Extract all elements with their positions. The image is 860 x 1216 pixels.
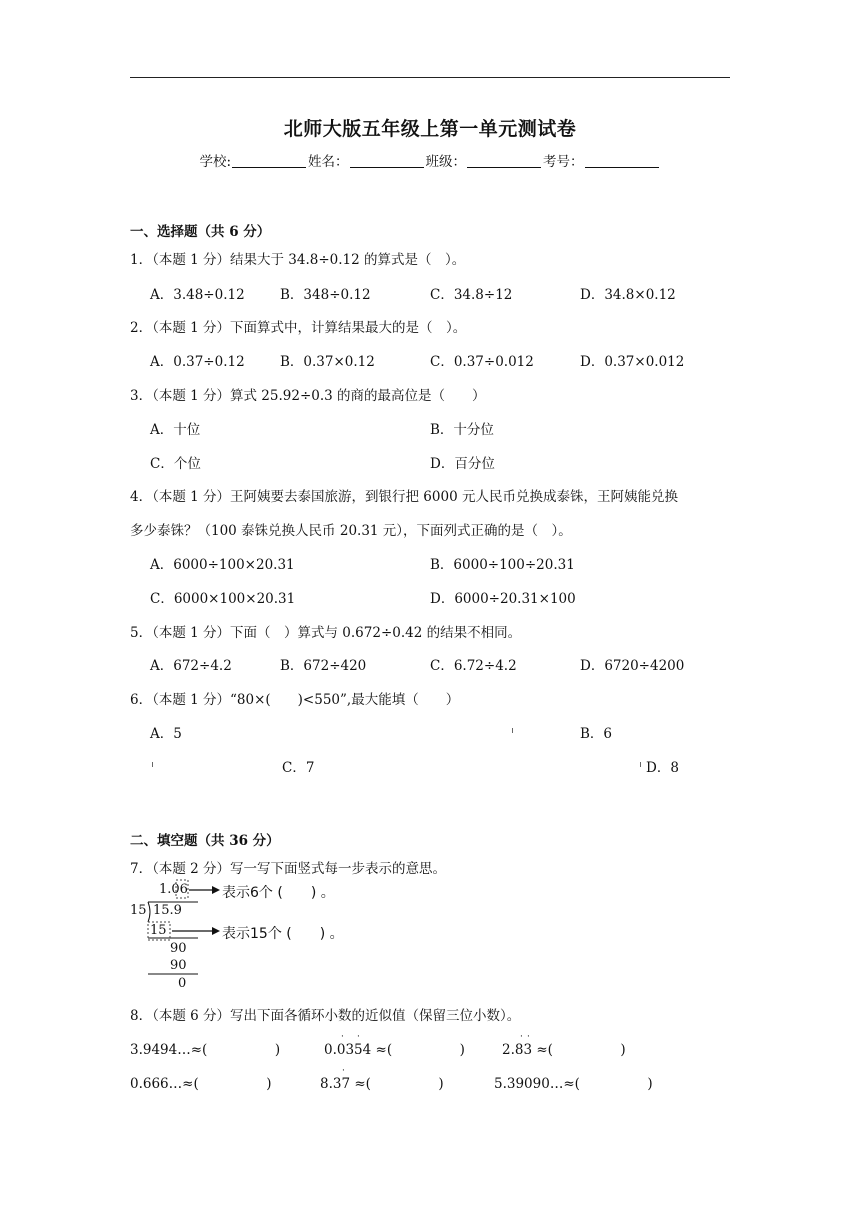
school-label: 学校: xyxy=(199,154,232,170)
q8-item-3[interactable]: 2.83 ≈( ) xyxy=(502,1042,626,1058)
q8-item-4[interactable]: 0.666…≈( ) xyxy=(130,1076,272,1092)
q3-option-b[interactable]: B．十分位 xyxy=(430,422,494,438)
q3-option-c[interactable]: C．个位 xyxy=(150,456,201,472)
section-choice-heading: 一、选择题（共 6 分） xyxy=(130,224,271,240)
quotient: 1.06 xyxy=(159,882,188,897)
question-7: 7．（本题 2 分）写一写下面竖式每一步表示的意思。 xyxy=(130,861,447,877)
q3-option-d[interactable]: D．百分位 xyxy=(430,456,495,472)
question-1: 1．（本题 1 分）结果大于 34.8÷0.12 的算式是（ ）。 xyxy=(130,252,466,268)
number-blank[interactable] xyxy=(585,167,659,168)
question-3: 3．（本题 1 分）算式 25.92÷0.3 的商的最高位是（ ） xyxy=(130,388,486,404)
number-label: 考号： xyxy=(543,154,584,170)
question-6: 6．（本题 1 分）“80×( )<550”,最大能填（ ） xyxy=(130,692,460,708)
q5-option-a[interactable]: A．672÷4.2 xyxy=(150,658,232,674)
class-blank[interactable] xyxy=(467,167,541,168)
q6-option-c[interactable]: C．7 xyxy=(282,760,315,776)
step-1-product: 15 xyxy=(150,923,167,938)
q1-option-c[interactable]: C．34.8÷12 xyxy=(430,287,513,303)
q4-option-c[interactable]: C．6000×100×20.31 xyxy=(150,591,296,607)
student-info-line xyxy=(130,150,730,170)
q8-item-6[interactable]: 5.39090…≈( ) xyxy=(494,1076,653,1092)
q5-option-d[interactable]: D．6720÷4200 xyxy=(580,658,685,674)
q2-option-b[interactable]: B．0.37×0.12 xyxy=(280,354,375,370)
q8-item-1[interactable]: 3.9494…≈( ) xyxy=(130,1042,281,1058)
long-division-figure xyxy=(128,878,368,996)
q5-option-c[interactable]: C．6.72÷4.2 xyxy=(430,658,517,674)
divisor: 15 xyxy=(130,903,147,918)
q8-item-2[interactable]: 0.0354 ≈( ) xyxy=(324,1042,465,1058)
class-label: 班级： xyxy=(425,154,467,170)
step-2-remainder: 90 xyxy=(170,941,187,956)
q7-blank-2-label[interactable]: 表示15个 ( ) 。 xyxy=(222,926,344,942)
q2-option-d[interactable]: D．0.37×0.012 xyxy=(580,354,685,370)
q6-option-a[interactable]: A．5 xyxy=(150,726,182,742)
question-4-line-1: 4．（本题 1 分）王阿姨要去泰国旅游，到银行把 6000 元人民币兑换成泰铢，王阿姨能兑换 xyxy=(130,489,678,505)
step-3-product: 90 xyxy=(170,958,187,973)
q8-item-5[interactable]: 8.37 ≈( ) xyxy=(320,1076,444,1092)
repeat-dot-icon: · xyxy=(357,1032,360,1042)
header-rule xyxy=(130,77,730,78)
q2-option-a[interactable]: A．0.37÷0.12 xyxy=(150,354,245,370)
q1-option-d[interactable]: D．34.8×0.12 xyxy=(580,287,676,303)
final-remainder: 0 xyxy=(178,976,187,991)
q4-option-d[interactable]: D．6000÷20.31×100 xyxy=(430,591,576,607)
layout-tick xyxy=(640,762,641,767)
page-title: 北师大版五年级上第一单元测试卷 xyxy=(283,118,577,140)
q2-option-c[interactable]: C．0.37÷0.012 xyxy=(430,354,534,370)
question-4-line-2: 多少泰铢？（100 泰铢兑换人民币 20.31 元），下面列式正确的是（ ）。 xyxy=(130,523,572,539)
q1-option-b[interactable]: B．348÷0.12 xyxy=(280,287,371,303)
repeat-dot-icon: · xyxy=(342,1066,345,1076)
q1-option-a[interactable]: A．3.48÷0.12 xyxy=(150,287,245,303)
dividend: 15.9 xyxy=(153,903,182,918)
section-fill-heading: 二、填空题（共 36 分） xyxy=(130,833,280,849)
layout-tick xyxy=(512,728,513,733)
school-blank[interactable] xyxy=(232,167,306,168)
repeat-dot-icon: · xyxy=(520,1032,523,1042)
q4-option-b[interactable]: B．6000÷100÷20.31 xyxy=(430,557,575,573)
q3-option-a[interactable]: A．十位 xyxy=(150,422,201,438)
q4-option-a[interactable]: A．6000÷100×20.31 xyxy=(150,557,295,573)
layout-tick xyxy=(152,762,153,767)
repeat-dot-icon: · xyxy=(341,1032,344,1042)
q6-option-b[interactable]: B．6 xyxy=(580,726,613,742)
question-2: 2．（本题 1 分）下面算式中，计算结果最大的是（ ）。 xyxy=(130,320,467,336)
question-8: 8．（本题 6 分）写出下面各循环小数的近似值（保留三位小数）。 xyxy=(130,1008,521,1024)
repeat-dot-icon: · xyxy=(527,1032,530,1042)
q7-blank-1-label[interactable]: 表示6个 ( ) 。 xyxy=(222,885,335,901)
question-5: 5．（本题 1 分）下面（ ）算式与 0.672÷0.42 的结果不相同。 xyxy=(130,625,522,641)
name-blank[interactable] xyxy=(350,167,424,168)
q5-option-b[interactable]: B．672÷420 xyxy=(280,658,367,674)
name-label: 姓名： xyxy=(308,154,349,170)
q6-option-d[interactable]: D．8 xyxy=(646,760,679,776)
